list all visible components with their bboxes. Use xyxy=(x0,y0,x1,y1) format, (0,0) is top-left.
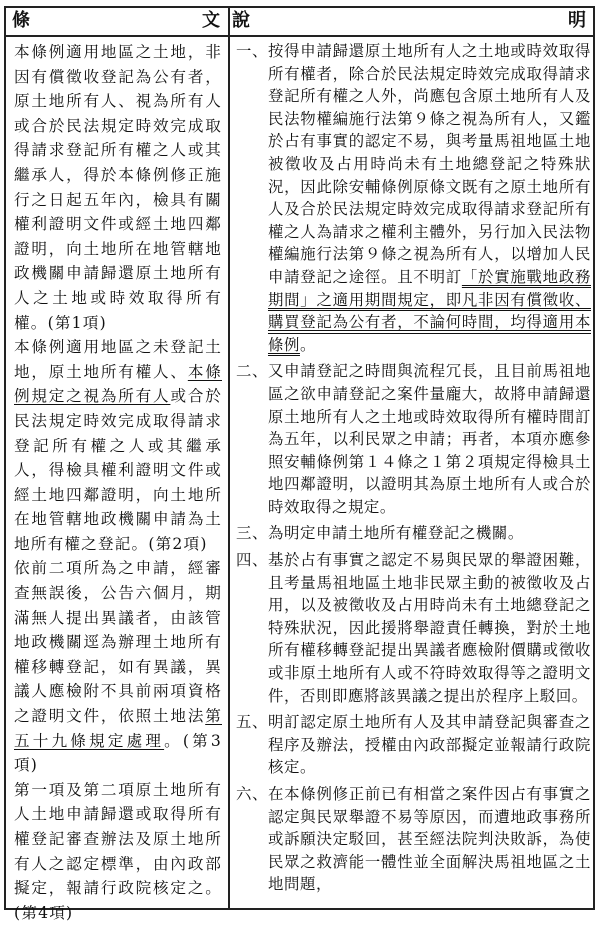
article-paragraph-3 xyxy=(14,556,222,777)
header-explain-char: 說 xyxy=(232,10,250,31)
article-p2-text-b: 或合於民法規定時效完成取得請求登記所有權之人或其繼承人，得檢具權利證明文件或經土地四鄰證明，向土地所在地管轄地政機關申請為土地所有權之登記。(第2項) xyxy=(14,387,222,553)
header-divider xyxy=(6,35,593,37)
header-ming-char: 明 xyxy=(568,10,586,31)
item-number: 二、 xyxy=(236,362,268,381)
comparison-table xyxy=(4,6,595,922)
article-text-column xyxy=(14,40,222,925)
article-p3-text-a: 依前二項所為之申請，經審查無誤後，公告六個月，期滿無人提出異議者，由該管地政機關逕為辦理土地所有權移轉登記，如有異議，異議人應檢附不具前兩項資格之證明文件，依照土地法 xyxy=(14,559,222,726)
article-p2-text-a: 本條例適用地區之未登記土地，原土地所有權人、 xyxy=(14,338,222,381)
item-text-a: 按得申請歸還原土地所有人之土地或時效取得所有權者，除合於民法規定時效完成取得請求登記所有權之人外，尚應包含原土地所有人及民法物權編施行法第９條之視為所有人，又鑑於占有事實的認定不易，與考量馬祖地區土地被徵收及占用時尚未有土地總登記之特殊狀況，因此除安輔條例原條文既有之原土地所有人及合於民法規定時效完成取得請求登記所有權之人為請求之權利主體外，另行加入民法物權編施行法第９條之視為所有人，以增加人民申請登記之途徑。且不明訂 xyxy=(267,42,591,286)
header-text-char: 文 xyxy=(202,10,220,31)
item-text xyxy=(268,40,591,356)
explanation-item xyxy=(236,711,591,779)
header-article-char: 條 xyxy=(12,10,30,31)
item-text: 基於占有事實之認定不易與民眾的舉證困難，且考量馬祖地區土地非民眾主動的被徵收及占用，以及被徵收及占用時尚未有土地總登記之特殊狀況，因此援將舉證責任轉換，對於土地所有權移轉登記提出異議者應檢附價購或徵收或非原土地所有人或不符時效取得等之證明文件，否則即應將該異議之提出於程序上駁回。 xyxy=(267,551,591,705)
explanation-item xyxy=(236,522,591,545)
item-number: 六、 xyxy=(236,785,268,803)
item-text: 為明定申請土地所有權登記之機關。 xyxy=(267,524,524,543)
item-text: 明訂認定原土地所有人及其申請登記與審查之程序及辦法，授權由內政部擬定並報請行政院核定。 xyxy=(267,713,591,777)
explanation-item xyxy=(236,549,591,707)
item-number: 四、 xyxy=(236,551,268,570)
item-number: 五、 xyxy=(236,713,268,732)
item-number: 一、 xyxy=(236,42,268,60)
item-text: 又申請登記之時間與流程冗長，且目前馬祖地區之欲申請登記之案件量龐大，故將申請歸還原土地所有人之土地或時效取得所有權時間訂為五年，以利民眾之申請；再者，本項亦應參照安輔條例第１４條之１第２項規定得檢具土地四鄰證明，以證明其為原土地所有人或合於時效取得之規定。 xyxy=(267,362,591,516)
item-text: 在本條例修正前已有相當之案件因占有事實之認定與民眾舉證不易等原因，而遭地政事務所或訴願決定駁回，甚至經法院判決敗訴，為使民眾之救濟能一體性並全面解決馬祖地區之土地問題， xyxy=(267,785,591,894)
article-paragraph-4: 第一項及第二項原土地所有人土地申請歸還或取得所有權登記審查辦法及原土地所有人之認定標準，由內政部擬定，報請行政院核定之。(第4項) xyxy=(14,780,222,922)
item-text-underlined: 「於實施戰地政務期間」之適用期間規定，即凡非因有償徵收、購買登記為公有者，不論何時間，均得適用本條例 xyxy=(267,267,591,354)
explanation-item xyxy=(236,783,591,896)
article-p3-text-b: 。(第3項) xyxy=(14,731,222,775)
article-p2-underlined: 本條例規定之視為所有人 xyxy=(14,362,222,406)
explanation-item xyxy=(236,40,591,356)
item-number: 三、 xyxy=(236,524,268,543)
article-p3-underlined: 第五十九條規定處理 xyxy=(14,707,222,750)
explanation-column xyxy=(236,40,591,900)
column-divider xyxy=(228,8,230,908)
article-paragraph-2 xyxy=(14,335,222,556)
article-paragraph-1: 本條例適用地區之土地，非因有償徵收登記為公有者，原土地所有人、視為所有人或合於民法規定時效完成取得請求登記所有權之人或其繼承人，得於本條例修正施行之日起五年內，檢具有關權利證明文件或經土地四鄰證明，向土地所在地管轄地政機關申請歸還原土地所有人之土地或時效取得所有權。(第1項) xyxy=(14,43,222,332)
explanation-item xyxy=(236,360,591,518)
item-text-b: 。 xyxy=(299,335,316,354)
